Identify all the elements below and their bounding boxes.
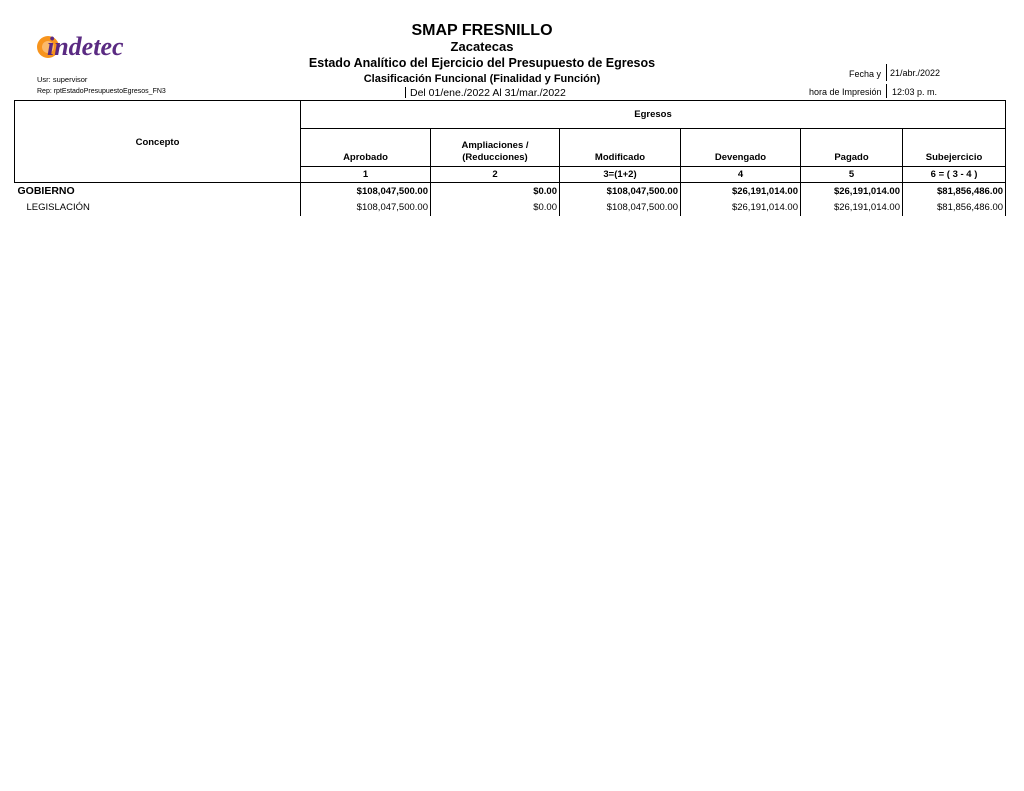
column-number: 5: [801, 167, 903, 183]
column-header-pagado: Pagado: [801, 129, 903, 167]
cell-devengado: $26,191,014.00: [681, 183, 801, 200]
column-header-aprobado: Aprobado: [301, 129, 431, 167]
column-header-devengado: Devengado: [681, 129, 801, 167]
column-header-modificado: Modificado: [560, 129, 681, 167]
cell-aprobado: $108,047,500.00: [301, 183, 431, 200]
table-row-gobierno: [15, 183, 1006, 200]
column-number: 6 = ( 3 - 4 ): [903, 167, 1006, 183]
column-header-subejercicio: Subejercicio: [903, 129, 1006, 167]
period-text: Del 01/ene./2022 Al 31/mar./2022: [410, 87, 566, 99]
budget-table: [14, 100, 1006, 216]
egresos-header: Egresos: [301, 101, 1006, 129]
classification-title: Clasificación Funcional (Finalidad y Función): [363, 73, 601, 85]
cell-modificado: $108,047,500.00: [560, 200, 681, 216]
column-header-ampliaciones: Ampliaciones / (Reducciones): [431, 129, 560, 167]
column-number: 3=(1+2): [560, 167, 681, 183]
user-label: Usr: supervisor: [37, 75, 88, 84]
report-title: Estado Analítico del Ejercicio del Presupuesto de Egresos: [308, 56, 656, 70]
cell-aprobado: $108,047,500.00: [301, 200, 431, 216]
cell-modificado: $108,047,500.00: [560, 183, 681, 200]
cell-ampliaciones: $0.00: [431, 183, 560, 200]
row-concept: LEGISLACIÓN: [26, 202, 90, 213]
cell-ampliaciones: $0.00: [431, 200, 560, 216]
period-divider: [405, 87, 406, 98]
cell-subejercicio: $81,856,486.00: [903, 183, 1006, 200]
header-row-group: [15, 101, 1006, 129]
print-date-label: Fecha y: [849, 69, 882, 79]
svg-text:indetec: indetec: [47, 32, 124, 61]
print-time-label: hora de Impresión: [809, 87, 882, 97]
row-concept: GOBIERNO: [17, 185, 75, 198]
cell-devengado: $26,191,014.00: [681, 200, 801, 216]
period-range: [405, 87, 566, 99]
report-id-label: Rep: rptEstadoPresupuestoEgresos_FN3: [37, 88, 166, 95]
cell-subejercicio: $81,856,486.00: [903, 200, 1006, 216]
cell-pagado: $26,191,014.00: [801, 183, 903, 200]
print-time-value: 12:03 p. m.: [886, 84, 937, 98]
table-row-legislacion: [15, 200, 1006, 216]
cell-pagado: $26,191,014.00: [801, 200, 903, 216]
column-number: 1: [301, 167, 431, 183]
column-number: 4: [681, 167, 801, 183]
concept-header: Concepto: [15, 101, 301, 183]
print-date-value: 21/abr./2022: [886, 64, 940, 81]
column-number: 2: [431, 167, 560, 183]
state-title: Zacatecas: [450, 39, 514, 54]
entity-title: SMAP FRESNILLO: [411, 22, 553, 39]
